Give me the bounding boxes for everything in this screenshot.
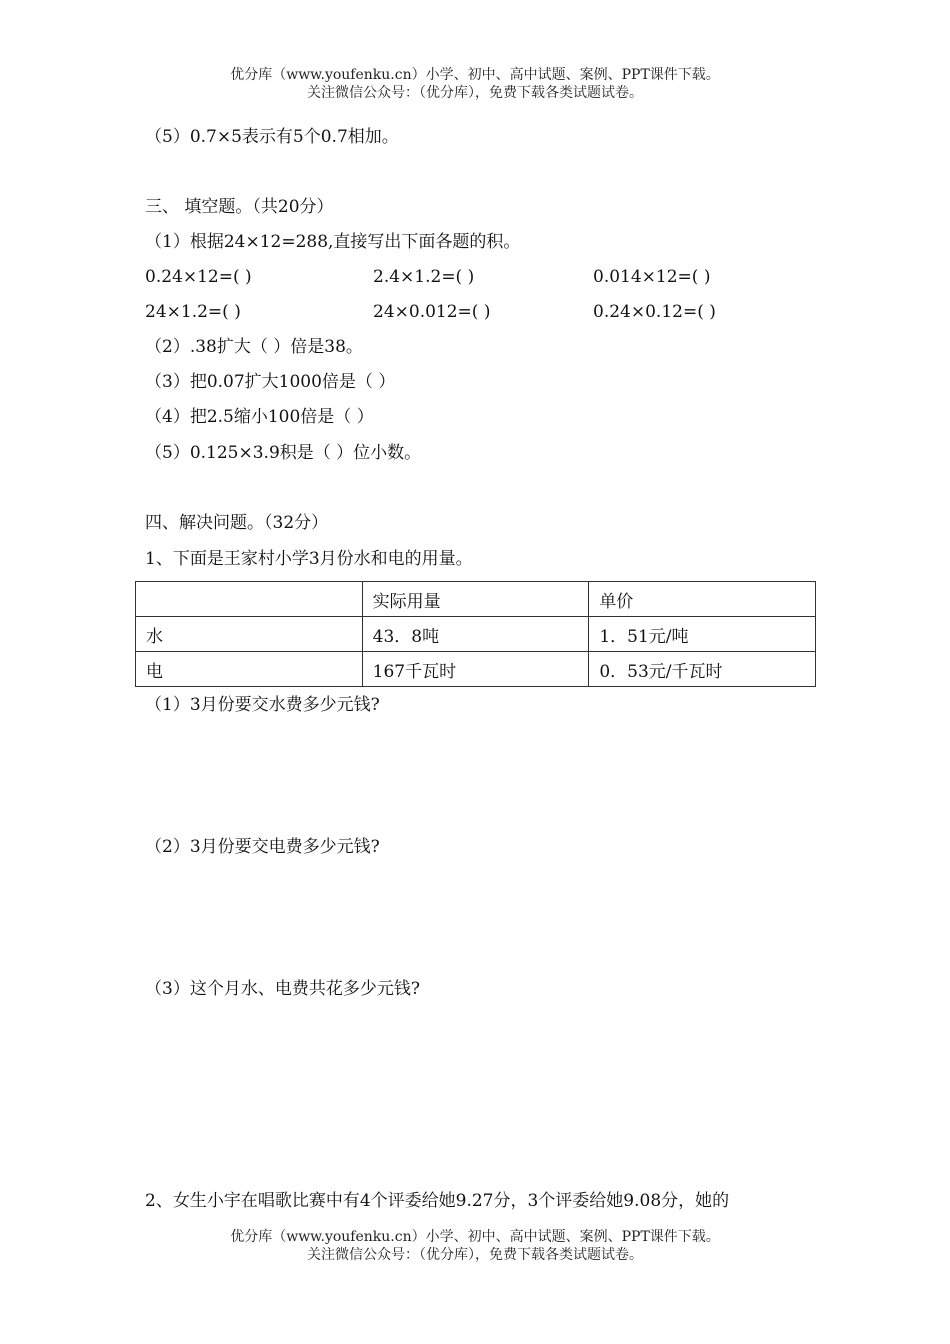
fill-heading: 三、 填空题。（共20分）: [145, 197, 334, 217]
fill-q1-row-1: [145, 266, 845, 288]
fill-q1-row-2: [145, 301, 845, 323]
solve-heading: 四、解决问题。（32分）: [145, 513, 329, 533]
fill-q1-row-2-item-3: 0.24×0.12=( ): [593, 302, 716, 322]
solve-sub-1: （1）3月份要交水费多少元钱?: [145, 695, 380, 715]
usage-table: [135, 581, 816, 687]
table-header-row: [136, 582, 816, 617]
solve-sub-3: （3）这个月水、电费共花多少元钱?: [145, 979, 420, 999]
fill-q4: （4）把2.5缩小100倍是（ ）: [145, 407, 374, 427]
solve-problem-1-intro: 1、下面是王家村小学3月份水和电的用量。: [145, 549, 473, 569]
table-row: [136, 652, 816, 687]
fill-q3: （3）把0.07扩大1000倍是（ ）: [145, 372, 396, 392]
fill-q5: （5）0.125×3.9积是（ ）位小数。: [145, 443, 422, 463]
table-cell: 水: [136, 617, 363, 652]
table-cell: 167千瓦时: [362, 652, 589, 687]
table-header-cell: [136, 582, 363, 617]
header-line-2: 关注微信公众号：（优分库），免费下载各类试题试卷。: [307, 85, 643, 101]
fill-q1-row-1-item-1: 0.24×12=( ): [145, 267, 252, 287]
table-cell: 43．8吨: [362, 617, 589, 652]
fill-q1-row-2-item-1: 24×1.2=( ): [145, 302, 241, 322]
table-header-cell: 实际用量: [362, 582, 589, 617]
table-row: [136, 617, 816, 652]
page-header: [0, 66, 950, 102]
footer-line-2: 关注微信公众号：（优分库），免费下载各类试题试卷。: [307, 1247, 643, 1263]
solve-sub-2: （2）3月份要交电费多少元钱?: [145, 837, 380, 857]
fill-q1-row-2-item-2: 24×0.012=( ): [373, 302, 491, 322]
fill-q2: （2）.38扩大（ ）倍是38。: [145, 337, 363, 357]
table-cell: 电: [136, 652, 363, 687]
page-footer: [0, 1228, 950, 1264]
judge-item-5: （5）0.7×5表示有5个0.7相加。: [145, 127, 399, 147]
solve-problem-2: 2、女生小宇在唱歌比赛中有4个评委给她9.27分，3个评委给她9.08分，她的: [145, 1191, 730, 1211]
table-header-cell: 单价: [589, 582, 816, 617]
fill-q1-row-1-item-2: 2.4×1.2=( ): [373, 267, 475, 287]
fill-q1-row-1-item-3: 0.014×12=( ): [593, 267, 711, 287]
table-cell: 0．53元/千瓦时: [589, 652, 816, 687]
fill-q1: （1）根据24×12=288,直接写出下面各题的积。: [145, 232, 521, 252]
table-cell: 1．51元/吨: [589, 617, 816, 652]
header-line-1: 优分库（www.youfenku.cn）小学、初中、高中试题、案例、PPT课件下载。: [230, 67, 720, 83]
footer-line-1: 优分库（www.youfenku.cn）小学、初中、高中试题、案例、PPT课件下载。: [230, 1229, 720, 1245]
